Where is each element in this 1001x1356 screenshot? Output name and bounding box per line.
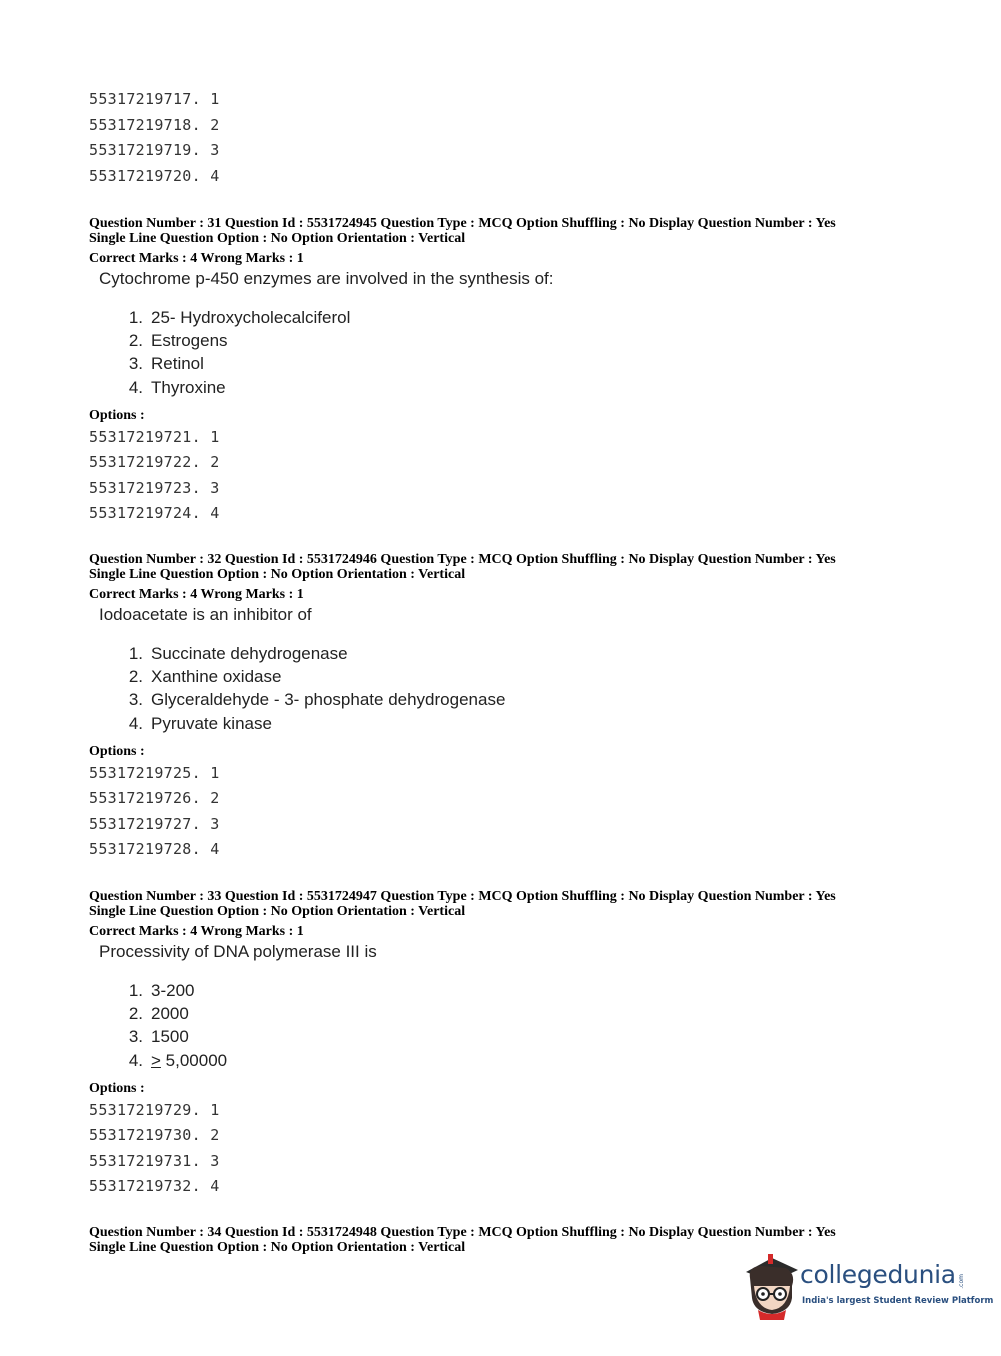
collegedunia-logo[interactable] [742,1252,994,1322]
choice-item: 4. > 5,00000 [128,1050,228,1070]
option-id-list [89,425,836,527]
option-id-list [89,1098,836,1200]
option-id: 55317219729. 1 [89,1100,220,1119]
choice-item: 3. 1500 [128,1027,189,1047]
previous-option-ids [89,87,220,189]
choice-list [117,306,836,399]
choice-item: 4. Pyruvate kinase [128,713,272,733]
option-id: 55317219728. 4 [89,840,220,859]
choice-item: 1. 25- Hydroxycholecalciferol [128,308,351,327]
option-id: 55317219724. 4 [89,504,220,523]
option-id: 55317219722. 2 [89,453,220,472]
options-label: Options : [89,407,145,423]
question-meta-line1: Question Number : 32 Question Id : 5531724946 Question Type : MCQ Option Shuffling : No Display Question Number : Yes [89,552,836,567]
question-marks: Correct Marks : 4 Wrong Marks : 1 [89,587,304,602]
choice-item: 2. Xanthine oxidase [128,667,282,687]
greater-equal-symbol: > [151,1050,161,1070]
question-meta-line1: Question Number : 31 Question Id : 5531724945 Question Type : MCQ Option Shuffling : No Display Question Number : Yes [89,216,836,231]
option-id: 55317219719. 3 [89,141,220,159]
option-id: 55317219726. 2 [89,789,220,808]
question-31 [89,216,836,527]
question-text: Cytochrome p-450 enzymes are involved in the synthesis of: [99,269,554,288]
brand-name: collegedunia [800,1260,956,1289]
choice-item: 1. 3-200 [128,981,195,1000]
option-id: 55317219717. 1 [89,90,220,108]
option-id: 55317219725. 1 [89,763,220,782]
option-id: 55317219732. 4 [89,1177,220,1196]
options-label: Options : [89,1080,145,1096]
choice-item: 2. Estrogens [128,331,228,351]
choice-list [117,979,836,1072]
option-id: 55317219721. 1 [89,427,220,446]
question-meta-line2: Single Line Question Option : No Option Orientation : Vertical [89,904,466,919]
brand-domain: .com [958,1274,965,1289]
question-meta-line2: Single Line Question Option : No Option Orientation : Vertical [89,1240,466,1255]
question-meta-line2: Single Line Question Option : No Option Orientation : Vertical [89,231,466,246]
option-id: 55317219718. 2 [89,115,220,134]
options-label: Options : [89,743,145,759]
question-34 [89,1225,836,1255]
choice-list [117,642,836,735]
brand-tagline: India's largest Student Review Platform [802,1296,994,1306]
question-marks: Correct Marks : 4 Wrong Marks : 1 [89,251,304,266]
question-32 [89,552,836,863]
question-marks: Correct Marks : 4 Wrong Marks : 1 [89,924,304,939]
question-33 [89,889,836,1200]
mascot-icon [742,1252,802,1322]
option-id: 55317219723. 3 [89,478,220,497]
question-meta-line1: Question Number : 34 Question Id : 5531724948 Question Type : MCQ Option Shuffling : No Display Question Number : Yes [89,1225,836,1240]
option-id: 55317219727. 3 [89,814,220,833]
choice-item: 4. Thyroxine [128,377,226,397]
question-meta-line2: Single Line Question Option : No Option Orientation : Vertical [89,567,466,582]
choice-item: 3. Retinol [128,354,204,374]
choice-item: 3. Glyceraldehyde - 3- phosphate dehydrogenase [128,690,506,710]
option-id: 55317219720. 4 [89,166,220,185]
question-text: Iodoacetate is an inhibitor of [99,605,312,624]
choice-item: 2. 2000 [128,1004,189,1024]
choice-item: 1. Succinate dehydrogenase [128,644,348,663]
option-id-list [89,761,836,863]
question-text: Processivity of DNA polymerase III is [99,942,377,961]
option-id: 55317219731. 3 [89,1151,220,1170]
option-id: 55317219730. 2 [89,1126,220,1145]
question-meta-line1: Question Number : 33 Question Id : 5531724947 Question Type : MCQ Option Shuffling : No Display Question Number : Yes [89,889,836,904]
